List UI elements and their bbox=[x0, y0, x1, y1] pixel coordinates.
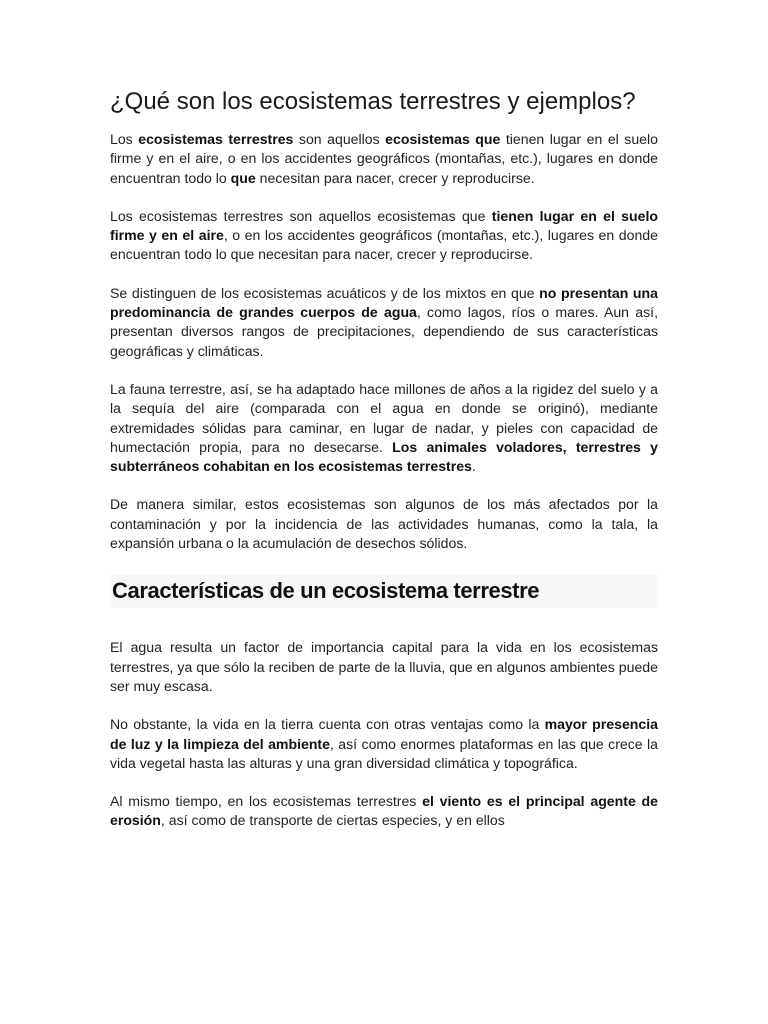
paragraph: El agua resulta un factor de importancia capital para la vida en los ecosistemas terrestres, ya que sólo la reciben de parte de la lluvia, que en algunos ambientes puede ser muy escasa. bbox=[110, 639, 658, 694]
paragraph: De manera similar, estos ecosistemas son algunos de los más afectados por la contaminación y por la incidencia de las actividades humanas, como la tala, la expansión urbana o la acumulación de desechos sólidos. bbox=[110, 496, 658, 552]
paragraph: No obstante, la vida en la tierra cuenta con otras ventajas como la mayor presencia de luz y la limpieza del ambiente, así como enormes plataformas en las que crece la vida vegetal hasta las alturas y una gran diversidad climática y topográfica. bbox=[110, 716, 659, 771]
section-paragraphs bbox=[110, 638, 658, 830]
paragraph: La fauna terrestre, así, se ha adaptado hace millones de años a la rigidez del suelo y a la sequía del aire (comparada con el agua en donde se originó), mediante extremidades sólidas para caminar, en lugar de nadar, y pieles con capacidad de humectación propia, para no desecarse. Los animales voladores, terrestres y subterráneos cohabitan en los ecosistemas terrestres. bbox=[110, 380, 658, 475]
page-title: ¿Qué son los ecosistemas terrestres y ejemplos? bbox=[110, 88, 636, 115]
intro-paragraphs bbox=[110, 130, 658, 553]
document-page bbox=[110, 86, 658, 850]
section-heading: Características de un ecosistema terrestre bbox=[110, 575, 658, 608]
paragraph: Los ecosistemas terrestres son aquellos ecosistemas que tienen lugar en el suelo firme y en el aire, o en los accidentes geográficos (montañas, etc.), lugares en donde encuentran todo lo que necesitan para nacer, crecer y reproducirse. bbox=[110, 207, 658, 263]
paragraph: Los ecosistemas terrestres son aquellos ecosistemas que tienen lugar en el suelo firme y en el aire, o en los accidentes geográficos (montañas, etc.), lugares en donde encuentran todo lo que necesitan para nacer, crecer y reproducirse. bbox=[110, 131, 658, 186]
paragraph: Se distinguen de los ecosistemas acuáticos y de los mixtos en que no presentan una predominancia de grandes cuerpos de agua, como lagos, ríos o mares. Aun así, presentan diversos rangos de precipitaciones, dependiendo de sus características geográficas y climáticas. bbox=[110, 284, 658, 359]
paragraph: Al mismo tiempo, en los ecosistemas terrestres el viento es el principal agente de erosión, así como de transporte de ciertas especies, y en ellos bbox=[110, 793, 658, 829]
